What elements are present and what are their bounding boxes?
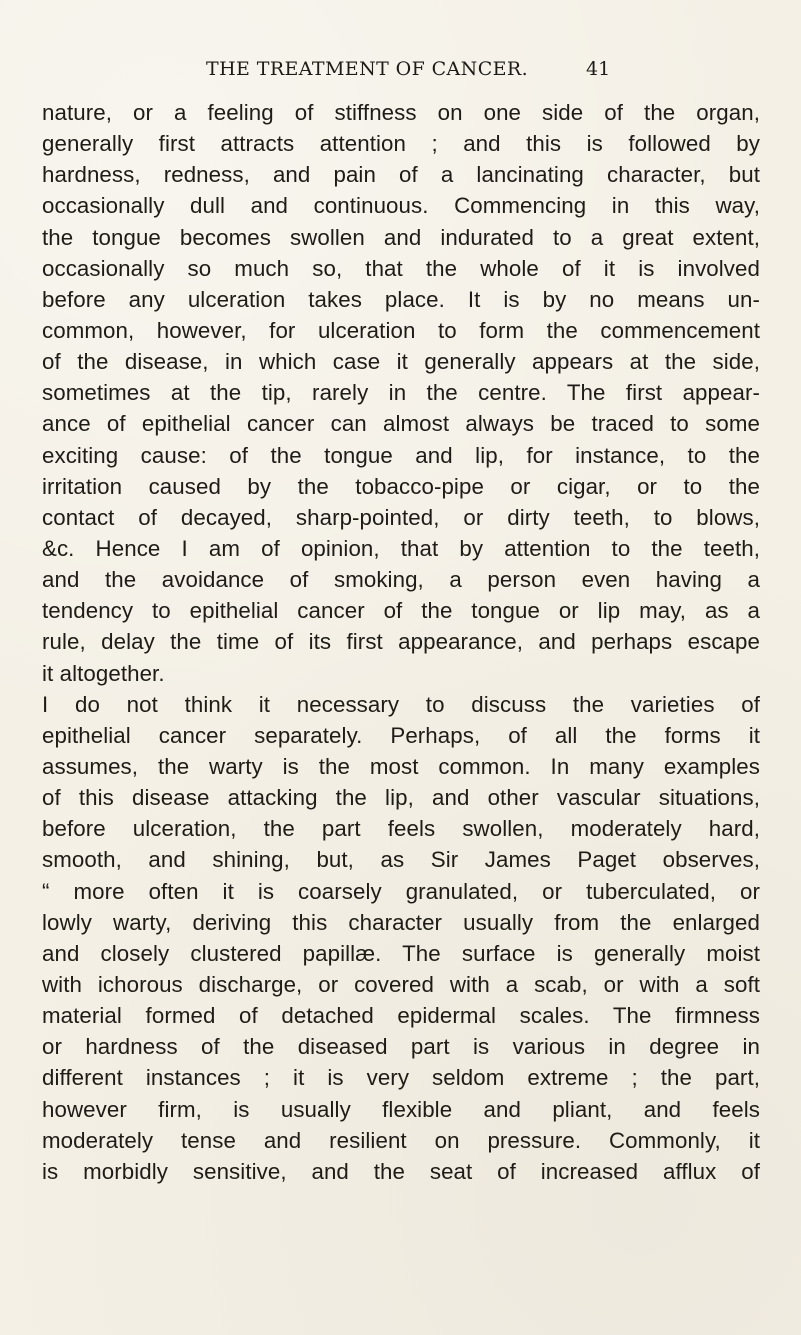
text-line: material formed of detached epidermal scales. The firmness <box>42 1003 760 1029</box>
text-line: “ more often it is coarsely granulated, or tuberculated, or <box>42 878 760 904</box>
text-line: or hardness of the diseased part is various in degree in <box>42 1034 760 1060</box>
text-line: assumes, the warty is the most common. In many examples <box>42 753 760 779</box>
text-line: moderately tense and resilient on pressure. Commonly, it <box>42 1127 760 1153</box>
text-line: however firm, is usually flexible and pliant, and feels <box>42 1096 760 1122</box>
text-line: lowly warty, deriving this character usually from the enlarged <box>42 909 760 935</box>
text-line: &c. Hence I am of opinion, that by attention to the teeth, <box>42 535 760 561</box>
text-line: I do not think it necessary to discuss the varieties of <box>42 691 760 717</box>
text-line: before any ulceration takes place. It is by no means un- <box>42 286 760 312</box>
text-line: occasionally dull and continuous. Commencing in this way, <box>42 193 760 219</box>
text-line: it altogether. <box>42 660 165 686</box>
text-line: ance of epithelial cancer can almost always be traced to some <box>42 411 760 437</box>
text-line: occasionally so much so, that the whole of it is involved <box>42 255 760 281</box>
text-line: and the avoidance of smoking, a person even having a <box>42 567 760 593</box>
text-line: generally first attracts attention ; and this is followed by <box>42 131 760 157</box>
text-line: common, however, for ulceration to form the commencement <box>42 317 760 343</box>
text-line: epithelial cancer separately. Perhaps, of all the forms it <box>42 722 760 748</box>
text-line: exciting cause: of the tongue and lip, for instance, to the <box>42 442 760 468</box>
text-line: contact of decayed, sharp-pointed, or dirty teeth, to blows, <box>42 504 760 530</box>
text-line: before ulceration, the part feels swollen, moderately hard, <box>42 816 760 842</box>
text-line: is morbidly sensitive, and the seat of increased afflux of <box>42 1158 760 1184</box>
running-header <box>0 58 801 90</box>
text-line: hardness, redness, and pain of a lancinating character, but <box>42 162 760 188</box>
text-line: and closely clustered papillæ. The surface is generally moist <box>42 940 760 966</box>
text-line: rule, delay the time of its first appearance, and perhaps escape <box>42 629 760 655</box>
text-line: of the disease, in which case it generally appears at the side, <box>42 349 760 375</box>
body-text <box>42 97 760 1187</box>
text-line: different instances ; it is very seldom extreme ; the part, <box>42 1065 760 1091</box>
text-line: sometimes at the tip, rarely in the centre. The first appear- <box>42 380 760 406</box>
page-number: 41 <box>586 58 611 80</box>
text-line: tendency to epithelial cancer of the tongue or lip may, as a <box>42 598 760 624</box>
text-line: with ichorous discharge, or covered with a scab, or with a soft <box>42 971 760 997</box>
text-line: of this disease attacking the lip, and other vascular situations, <box>42 785 760 811</box>
text-line: smooth, and shining, but, as Sir James Paget observes, <box>42 847 760 873</box>
running-title: THE TREATMENT OF CANCER. <box>206 58 529 80</box>
text-line: irritation caused by the tobacco-pipe or cigar, or to the <box>42 473 760 499</box>
text-line: nature, or a feeling of stiffness on one side of the organ, <box>42 100 760 125</box>
text-line: the tongue becomes swollen and indurated to a great extent, <box>42 224 760 250</box>
